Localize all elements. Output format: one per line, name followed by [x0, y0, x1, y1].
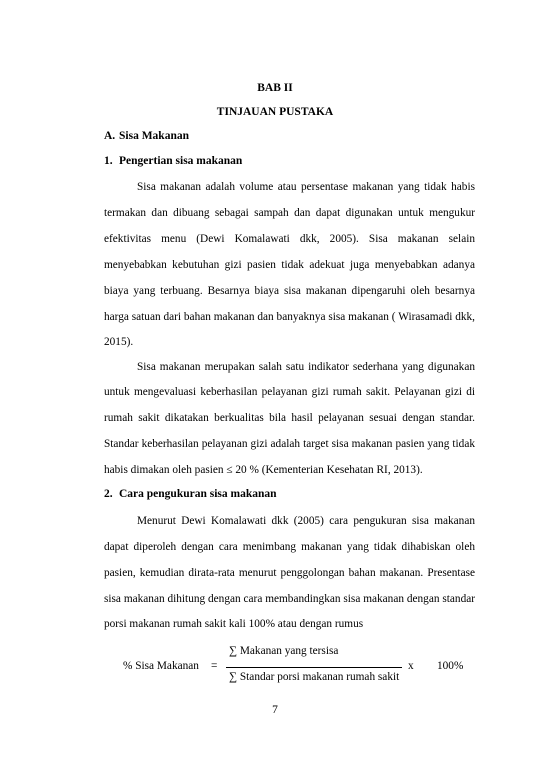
paragraph-line: biaya yang terbuang. Besarnya biaya sisa makanan dipengaruhi oleh besarnya [104, 285, 475, 297]
paragraph-line: Standar keberhasilan pelayanan gizi adalah target sisa makanan pasien yang tidak [104, 438, 475, 450]
subsection-heading-1 [104, 155, 242, 167]
section-heading [104, 130, 189, 142]
subsection-heading-2 [104, 488, 277, 500]
paragraph-line: efektivitas menu (Dewi Komalawati dkk, 2005). Sisa makanan selain [104, 233, 475, 245]
formula-factor: 100% [437, 660, 464, 672]
formula-equals: = [211, 660, 218, 672]
paragraph-line: 2015). [104, 336, 134, 348]
paragraph-line: menyebabkan kebutuhan gizi pasien tidak adekuat juga menyebabkan adanya [104, 259, 475, 271]
paragraph-line: sisa makanan dihitung dengan cara membandingkan sisa makanan dengan standar [104, 593, 475, 605]
subsection-marker: 1. [104, 155, 113, 167]
section-marker: A. [104, 130, 116, 142]
paragraph-line: harga satuan dari bahan makanan dan banyaknya sisa makanan ( Wirasamadi dkk, [104, 311, 475, 323]
paragraph-line: rumah sakit dikatakan berkualitas bila hasil pelayanan sesuai dengan standar. [104, 412, 475, 424]
formula-times: x [408, 660, 414, 672]
subsection-marker: 2. [104, 488, 113, 500]
paragraph-line: dapat diperoleh dengan cara menimbang makanan yang tidak dihabiskan oleh [104, 541, 475, 553]
fraction-bar [226, 667, 402, 668]
chapter-label: BAB II [257, 82, 293, 94]
formula-denominator: ∑ Standar porsi makanan rumah sakit [229, 671, 400, 683]
paragraph-line: untuk mengevaluasi keberhasilan pelayanan gizi rumah sakit. Pelayanan gizi di [104, 386, 475, 398]
section-title: Sisa Makanan [119, 130, 189, 142]
paragraph-line: pasien, kemudian dirata-rata menurut penggolongan bahan makanan. Presentase [104, 567, 475, 579]
page-number: 7 [272, 704, 278, 716]
paragraph-line: Menurut Dewi Komalawati dkk (2005) cara pengukuran sisa makanan [137, 515, 475, 527]
paragraph-line: termakan dan dibuang sebagai sampah dan dapat digunakan untuk mengukur [104, 207, 475, 219]
subsection-title: Cara pengukuran sisa makanan [119, 488, 277, 500]
paragraph-line: Sisa makanan merupakan salah satu indikator sederhana yang digunakan [137, 361, 475, 373]
formula-numerator: ∑ Makanan yang tersisa [229, 645, 339, 657]
paragraph-line: Sisa makanan adalah volume atau persentase makanan yang tidak habis [137, 181, 475, 193]
paragraph-line: habis dimakan oleh pasien ≤ 20 % (Kementerian Kesehatan RI, 2013). [104, 464, 423, 476]
chapter-title: TINJAUAN PUSTAKA [216, 106, 334, 118]
formula-lhs: % Sisa Makanan [123, 660, 199, 672]
paragraph-line: porsi makanan rumah sakit kali 100% atau dengan rumus [104, 618, 364, 630]
subsection-title: Pengertian sisa makanan [119, 155, 243, 167]
